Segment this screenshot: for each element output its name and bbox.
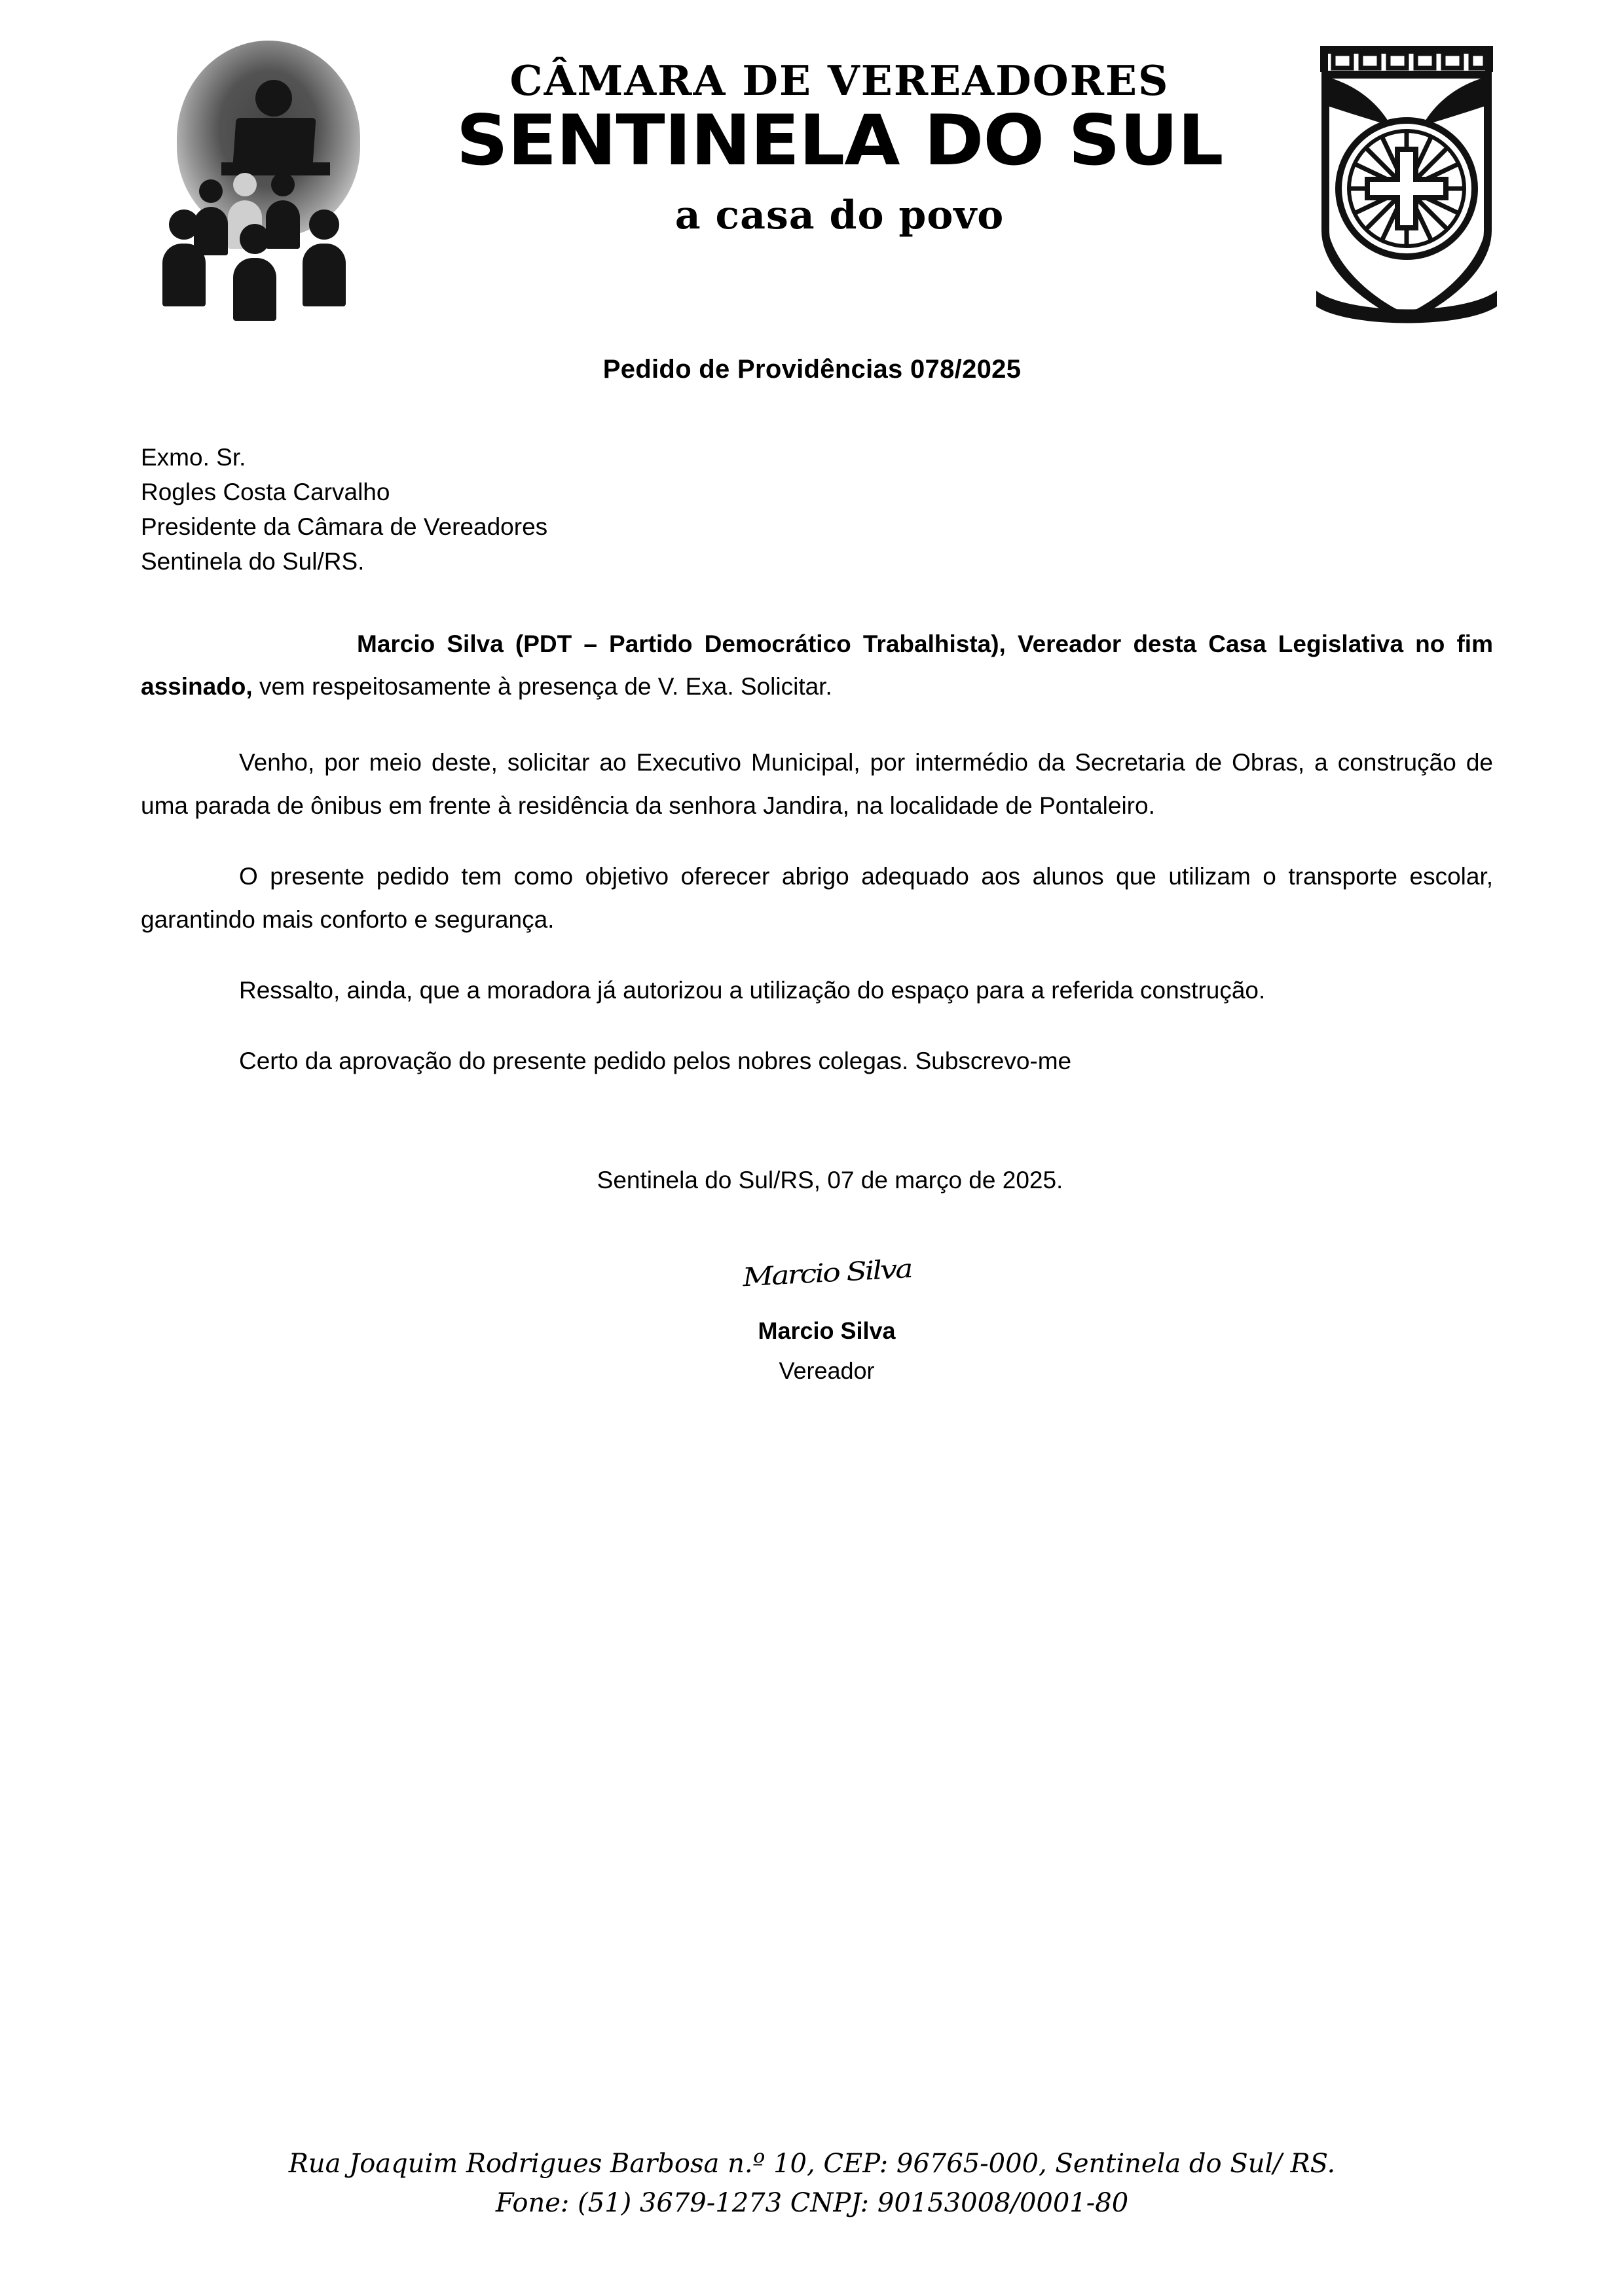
document-footer <box>0 2144 1624 2223</box>
paragraph-1: Venho, por meio deste, solicitar ao Executivo Municipal, por intermédio da Secretaria de Obras, a construção de uma parada de ônibus em frente à residência da senhora Jandira, na localidade de Pontaleiro. <box>141 749 1493 820</box>
paragraph-2: O presente pedido tem como objetivo oferecer abrigo adequado aos alunos que utilizam o transporte escolar, garantindo mais conforto e segurança. <box>141 863 1493 933</box>
recipient-line-1: Exmo. Sr. <box>141 444 246 471</box>
handwritten-signature: Marcio Silva <box>741 1253 912 1292</box>
letterhead-line-3: a casa do povo <box>674 192 1005 239</box>
place-and-date: Sentinela do Sul/RS, 07 de março de 2025. <box>597 1166 1063 1194</box>
intro-bold: Marcio Silva (PDT – Partido Democrático Trabalhista), Vereador desta Casa Legislativa no fim assinado, <box>141 630 1493 701</box>
letterhead-titles <box>386 34 1299 238</box>
recipient-block <box>141 441 1493 579</box>
signatory-role: Vereador <box>779 1357 875 1384</box>
footer-address: Rua Joaquim Rodrigues Barbosa n.º 10, CEP: 96765-000, Sentinela do Sul/ RS. <box>288 2149 1336 2179</box>
letterhead <box>0 0 1624 340</box>
footer-contact: Fone: (51) 3679-1273 CNPJ: 90153008/0001-80 <box>495 2188 1129 2218</box>
intro-rest: vem respeitosamente à presença de V. Exa. Solicitar. <box>252 673 832 701</box>
recipient-line-4: Sentinela do Sul/RS. <box>141 547 365 575</box>
recipient-line-3: Presidente da Câmara de Vereadores <box>141 513 548 540</box>
paragraph-4: Certo da aprovação do presente pedido pelos nobres colegas. Subscrevo-me <box>239 1047 1072 1074</box>
letterhead-line-2: SENTINELA DO SUL <box>456 100 1223 181</box>
paragraph-3: Ressalto, ainda, que a moradora já autorizou a utilização do espaço para a referida construção. <box>239 976 1266 1004</box>
intro-paragraph <box>141 623 1493 709</box>
letterhead-line-1: CÂMARA DE VEREADORES <box>509 56 1170 105</box>
signatory-name: Marcio Silva <box>758 1317 896 1344</box>
camara-people-logo-icon <box>151 34 386 322</box>
municipal-coat-of-arms-icon <box>1310 34 1506 335</box>
signature-block <box>141 1249 1493 1389</box>
recipient-line-2: Rogles Costa Carvalho <box>141 478 390 505</box>
document-title: Pedido de Providências 078/2025 <box>602 355 1022 384</box>
document-body <box>0 441 1624 1389</box>
